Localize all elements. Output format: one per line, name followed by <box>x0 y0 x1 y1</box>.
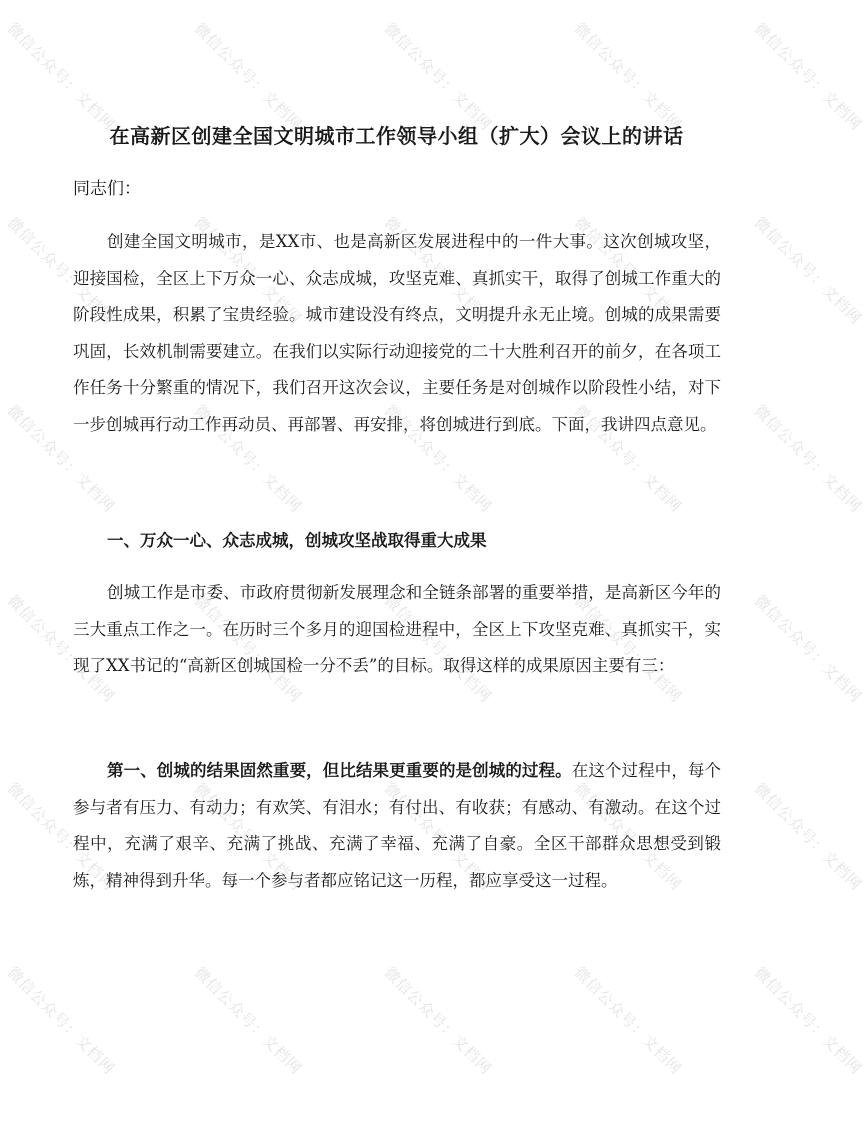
watermark: 微信公众号：文档网 <box>380 401 496 516</box>
watermark: 微信公众号：文档网 <box>380 19 496 134</box>
watermark: 微信公众号：文档网 <box>570 213 686 328</box>
watermark: 微信公众号：文档网 <box>190 779 306 894</box>
document-title: 在高新区创建全国文明城市工作领导小组（扩大）会议上的讲话 <box>109 124 684 148</box>
salutation: 同志们： <box>73 179 141 199</box>
intro-paragraph: 创建全国文明城市，是XX市、也是高新区发展进程中的一件大事。这次创城攻坚，迎接国检，全区上下万众一心、众志成城，攻坚克难、真抓实干，取得了创城工作重大的阶段性成果，积累了宝贵经验。城市建设没有终点，文明提升永无止境。创城的成果需要巩固，长效机制需要建立。在我们以实际行动迎接党的二十大胜利召开的前夕，在各项工作任务十分繁重的情况下，我们召开这次会议，主要任务是对创城作以阶段性小结，对下一步创城再行动工作再动员、再部署、再安排，将创城进行到底。下面，我讲四点意见。 <box>73 232 721 434</box>
section-heading: 一、万众一心、众志成城，创城攻坚战取得重大成果 <box>107 531 487 550</box>
watermark: 微信公众号：文档网 <box>190 401 306 516</box>
watermark: 微信公众号：文档网 <box>570 963 686 1078</box>
watermark: 微信公众号：文档网 <box>380 779 496 894</box>
watermark: 微信公众号：文档网 <box>570 591 686 706</box>
watermark: 微信公众号：文档网 <box>380 591 496 706</box>
watermark: 微信公众号：文档网 <box>750 779 866 894</box>
watermark: 微信公众号：文档网 <box>190 19 306 134</box>
watermark: 微信公众号：文档网 <box>3 401 119 516</box>
watermark: 微信公众号：文档网 <box>3 779 119 894</box>
watermark: 微信公众号：文档网 <box>380 963 496 1078</box>
section-paragraph: 创城工作是市委、市政府贯彻新发展理念和全链条部署的重要举措，是高新区今年的三大重点工作之一。在历时三个多月的迎国检进程中，全区上下攻坚克难、真抓实干，实现了XX书记的“高新区创城国检一分不丢”的目标。取得这样的成果原因主要有三： <box>73 583 721 676</box>
watermark: 微信公众号：文档网 <box>190 963 306 1078</box>
watermark: 微信公众号：文档网 <box>750 213 866 328</box>
point-one-paragraph <box>73 753 721 899</box>
watermark: 微信公众号：文档网 <box>570 19 686 134</box>
watermark: 微信公众号：文档网 <box>3 213 119 328</box>
watermark: 微信公众号：文档网 <box>190 591 306 706</box>
watermark: 微信公众号：文档网 <box>570 779 686 894</box>
watermark: 微信公众号：文档网 <box>750 401 866 516</box>
watermark: 微信公众号：文档网 <box>750 963 866 1078</box>
watermark: 微信公众号：文档网 <box>3 591 119 706</box>
watermark: 微信公众号：文档网 <box>3 19 119 134</box>
watermark: 微信公众号：文档网 <box>3 963 119 1078</box>
watermark: 微信公众号：文档网 <box>380 213 496 328</box>
point-one-text: 在这个过程中，每个参与者有压力、有动力；有欢笑、有泪水；有付出、有收获；有感动、有激动。在这个过程中，充满了艰辛、充满了挑战、充满了幸福、充满了自豪。全区干部群众思想受到锻炼，精神得到升华。每一个参与者都应铭记这一历程，都应享受这一过程。 <box>73 761 722 890</box>
watermark: 微信公众号：文档网 <box>750 19 866 134</box>
watermark: 微信公众号：文档网 <box>190 213 306 328</box>
point-one-lead: 第一、创城的结果固然重要，但比结果更重要的是创城的过程。 <box>107 761 572 780</box>
watermark: 微信公众号：文档网 <box>570 401 686 516</box>
watermark: 微信公众号：文档网 <box>750 591 866 706</box>
